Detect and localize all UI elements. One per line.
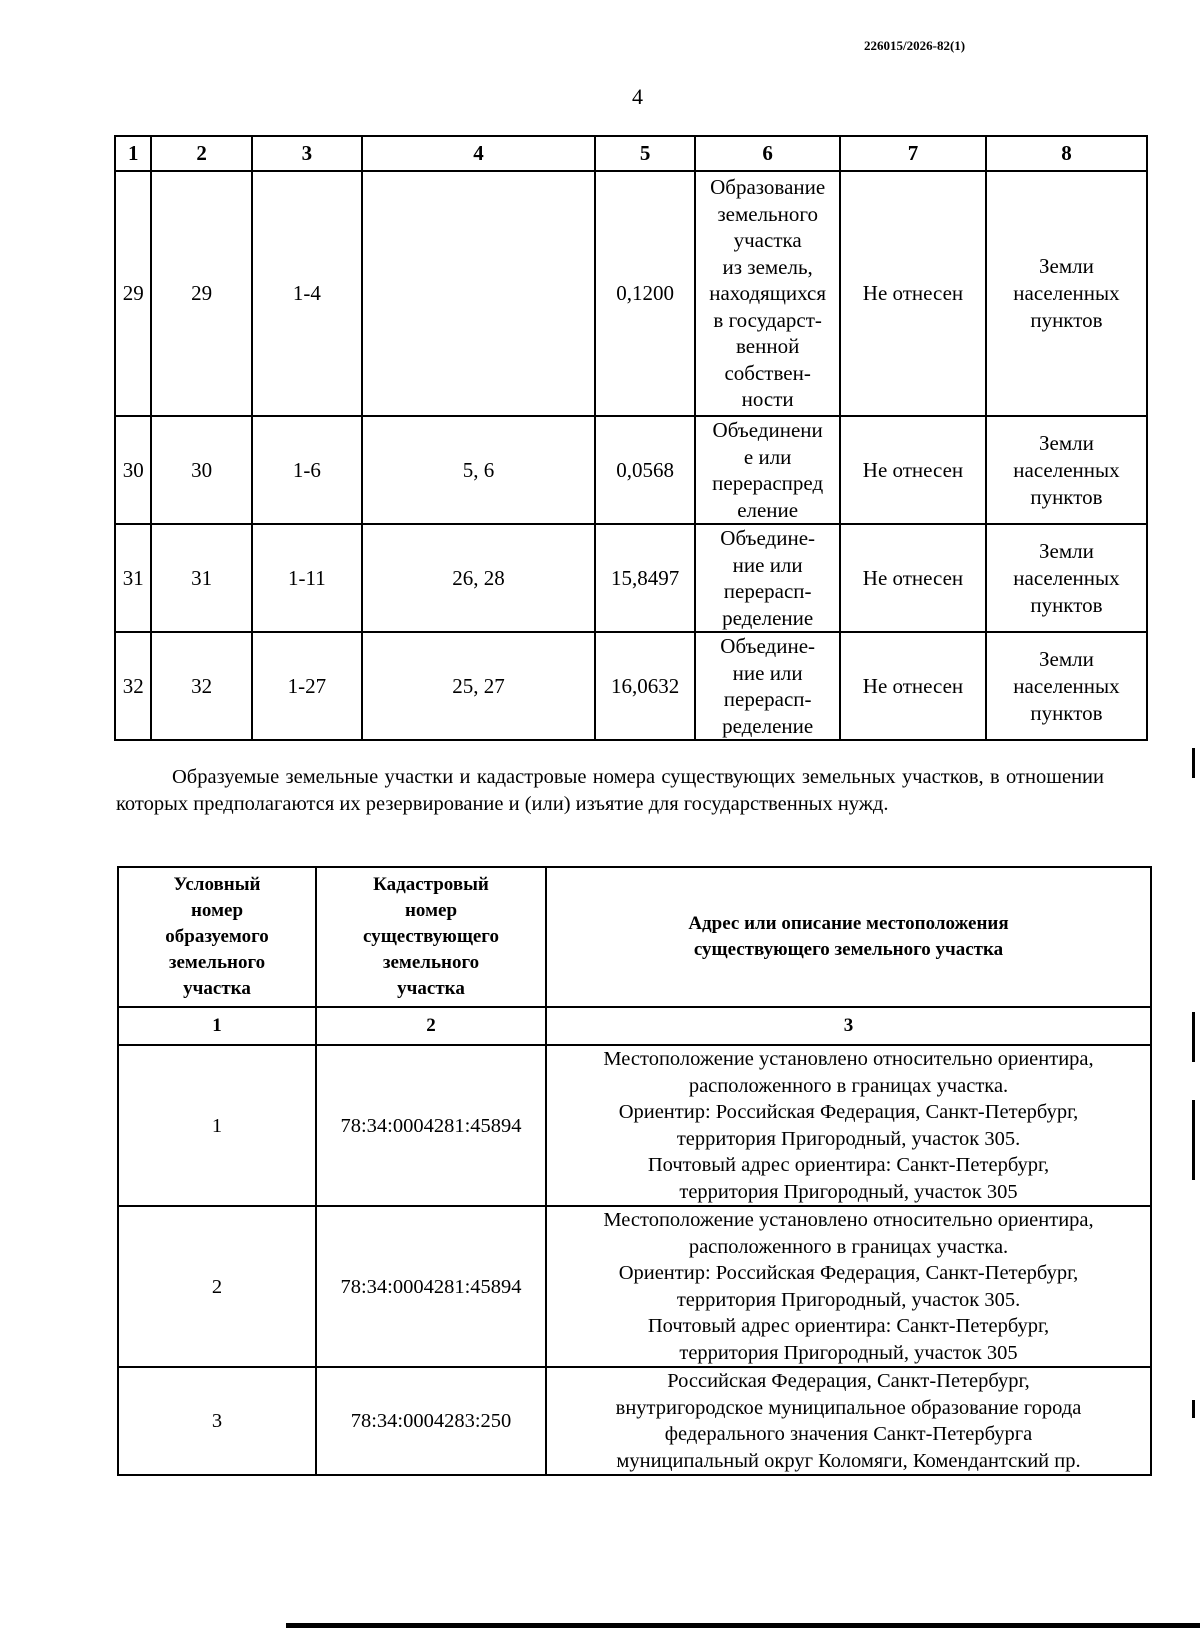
text-line: населенных <box>1013 457 1120 482</box>
table-row <box>118 1206 1151 1367</box>
column-header: 7 <box>840 136 986 171</box>
scan-edge-mark <box>1192 1012 1195 1062</box>
category-status: Не отнесен <box>840 171 986 416</box>
conditional-number: 1 <box>118 1045 316 1206</box>
text-line: Почтовый адрес ориентира: Санкт-Петербург, <box>647 1154 1050 1176</box>
text-line: расположенного в границах участка. <box>688 1235 1009 1258</box>
category-status: Не отнесен <box>840 632 986 740</box>
column-number: 1 <box>118 1007 316 1045</box>
text-line: территория Пригородный, участок 305 <box>679 1180 1018 1203</box>
column-header-address <box>546 867 1151 1007</box>
row-index: 31 <box>115 524 151 632</box>
header-line: Кадастровый <box>373 874 489 895</box>
text-line: Ориентир: Российская Федерация, Санкт-Петербург, <box>618 1101 1079 1123</box>
column-header-cadastral-number <box>316 867 546 1007</box>
text-line: ределение <box>722 605 814 630</box>
text-line: участка <box>733 228 802 253</box>
header-line: земельного <box>168 952 266 973</box>
plot-number: 31 <box>151 524 251 632</box>
text-line: находящихся <box>709 281 827 306</box>
area-value: 15,8497 <box>595 524 695 632</box>
intro-paragraph: Образуемые земельные участки и кадастровые номера существующих земельных участков, в отношении которых предполагаются их резервирование и (или) изъятие для государственных нужд. <box>116 766 1104 815</box>
text-line: пунктов <box>1030 308 1103 332</box>
text-line: внутригородское муниципальное образование города <box>615 1396 1082 1419</box>
table-row <box>118 1367 1151 1475</box>
cadastral-table <box>117 866 1152 1476</box>
row-index: 29 <box>115 171 151 416</box>
text-line: Образование <box>710 175 826 200</box>
point-range: 1-27 <box>252 632 362 740</box>
document-number: 226015/2026-82(1) <box>864 38 966 53</box>
text-line: территория Пригородный, участок 305 <box>679 1341 1018 1364</box>
header-line: земельного <box>382 952 480 973</box>
category-status: Не отнесен <box>840 416 986 524</box>
text-line: перерасп- <box>723 687 812 711</box>
text-line: из земель, <box>722 254 813 279</box>
page-number: 4 <box>632 84 643 109</box>
column-header: 2 <box>151 136 251 171</box>
text-line: ние или <box>732 660 803 685</box>
header-line: образуемого <box>165 926 269 947</box>
text-line: е или <box>743 444 792 469</box>
address-description <box>546 1206 1151 1367</box>
header-line: номер <box>190 900 244 921</box>
table-header-row <box>115 136 1147 171</box>
text-line: расположенного в границах участка. <box>688 1074 1009 1097</box>
point-range: 1-4 <box>252 171 362 416</box>
column-numbers-row <box>118 1007 1151 1045</box>
bottom-rule <box>286 1623 1200 1628</box>
point-range: 1-11 <box>252 524 362 632</box>
text-line: Объедине- <box>720 526 816 550</box>
header-line: Условный <box>173 874 261 895</box>
plot-number: 32 <box>151 632 251 740</box>
category-status: Не отнесен <box>840 524 986 632</box>
source-plots: 5, 6 <box>362 416 595 524</box>
text-line: Российская Федерация, Санкт-Петербург, <box>667 1370 1030 1392</box>
scan-edge-mark <box>1192 1400 1195 1418</box>
source-plots: 25, 27 <box>362 632 595 740</box>
cadastral-number: 78:34:0004281:45894 <box>316 1045 546 1206</box>
text-line: перераспред <box>712 471 824 495</box>
area-value: 16,0632 <box>595 632 695 740</box>
formation-method <box>695 171 840 416</box>
text-line: еление <box>737 497 799 522</box>
land-category <box>986 632 1147 740</box>
conditional-number: 2 <box>118 1206 316 1367</box>
text-line: Земли <box>1039 254 1094 278</box>
area-value: 0,0568 <box>595 416 695 524</box>
table-row <box>115 416 1147 524</box>
address-description <box>546 1367 1151 1475</box>
land-category <box>986 524 1147 632</box>
header-line: существующего земельного участка <box>693 939 1004 960</box>
conditional-number: 3 <box>118 1367 316 1475</box>
column-number: 2 <box>316 1007 546 1045</box>
area-value: 0,1200 <box>595 171 695 416</box>
formation-method <box>695 416 840 524</box>
column-header: 4 <box>362 136 595 171</box>
header-line: участка <box>397 978 465 999</box>
column-header: 6 <box>695 136 840 171</box>
text-line: ределение <box>722 713 814 738</box>
text-line: Ориентир: Российская Федерация, Санкт-Петербург, <box>618 1262 1079 1284</box>
text-line: пунктов <box>1030 592 1103 617</box>
column-number: 3 <box>546 1007 1151 1045</box>
header-line: Адрес или описание местоположения <box>688 913 1009 934</box>
cadastral-number: 78:34:0004281:45894 <box>316 1206 546 1367</box>
column-header: 1 <box>115 136 151 171</box>
table-row <box>118 1045 1151 1206</box>
header-line: номер <box>404 900 458 921</box>
text-line: территория Пригородный, участок 305. <box>676 1127 1021 1150</box>
column-header: 5 <box>595 136 695 171</box>
text-line: пунктов <box>1030 484 1103 509</box>
text-line: населенных <box>1013 281 1120 305</box>
text-line: ности <box>741 387 794 412</box>
text-line: территория Пригородный, участок 305. <box>676 1288 1021 1311</box>
text-line: венной <box>735 334 800 359</box>
land-plots-table <box>114 135 1148 741</box>
text-line: населенных <box>1013 565 1120 590</box>
column-header-conditional-number <box>118 867 316 1007</box>
formation-method <box>695 524 840 632</box>
text-line: земельного <box>717 201 818 226</box>
formation-method <box>695 632 840 740</box>
source-plots <box>362 171 595 416</box>
land-category <box>986 416 1147 524</box>
table-row <box>115 632 1147 740</box>
point-range: 1-6 <box>252 416 362 524</box>
text-line: Местоположение установлено относительно ориентира, <box>603 1048 1094 1070</box>
column-header: 3 <box>252 136 362 171</box>
row-index: 32 <box>115 632 151 740</box>
cadastral-number: 78:34:0004283:250 <box>316 1367 546 1475</box>
header-line: участка <box>183 978 251 999</box>
text-line: населенных <box>1013 673 1120 698</box>
column-header: 8 <box>986 136 1147 171</box>
text-line: Местоположение установлено относительно ориентира, <box>603 1209 1094 1231</box>
text-line: пунктов <box>1030 700 1103 725</box>
text-line: федерального значения Санкт-Петербурга <box>664 1423 1033 1445</box>
text-line: муниципальный округ Коломяги, Комендантский пр. <box>616 1449 1081 1472</box>
source-plots: 26, 28 <box>362 524 595 632</box>
text-line: собствен- <box>724 360 811 385</box>
header-line: существующего <box>363 926 499 947</box>
text-line: в государст- <box>713 307 822 332</box>
text-line: Почтовый адрес ориентира: Санкт-Петербург, <box>647 1315 1050 1337</box>
row-index: 30 <box>115 416 151 524</box>
table-row <box>115 524 1147 632</box>
land-category <box>986 171 1147 416</box>
scan-edge-mark <box>1192 748 1195 778</box>
table-header-row <box>118 867 1151 1007</box>
text-line: Земли <box>1039 538 1094 563</box>
scan-edge-mark <box>1192 1100 1195 1180</box>
text-line: перерасп- <box>723 579 812 603</box>
table-row <box>115 171 1147 416</box>
text-line: Земли <box>1039 646 1094 671</box>
plot-number: 30 <box>151 416 251 524</box>
text-line: Объедине- <box>720 634 816 658</box>
address-description <box>546 1045 1151 1206</box>
text-line: ние или <box>732 552 803 577</box>
text-line: Земли <box>1039 430 1094 455</box>
text-line: Объединени <box>712 418 823 442</box>
plot-number: 29 <box>151 171 251 416</box>
